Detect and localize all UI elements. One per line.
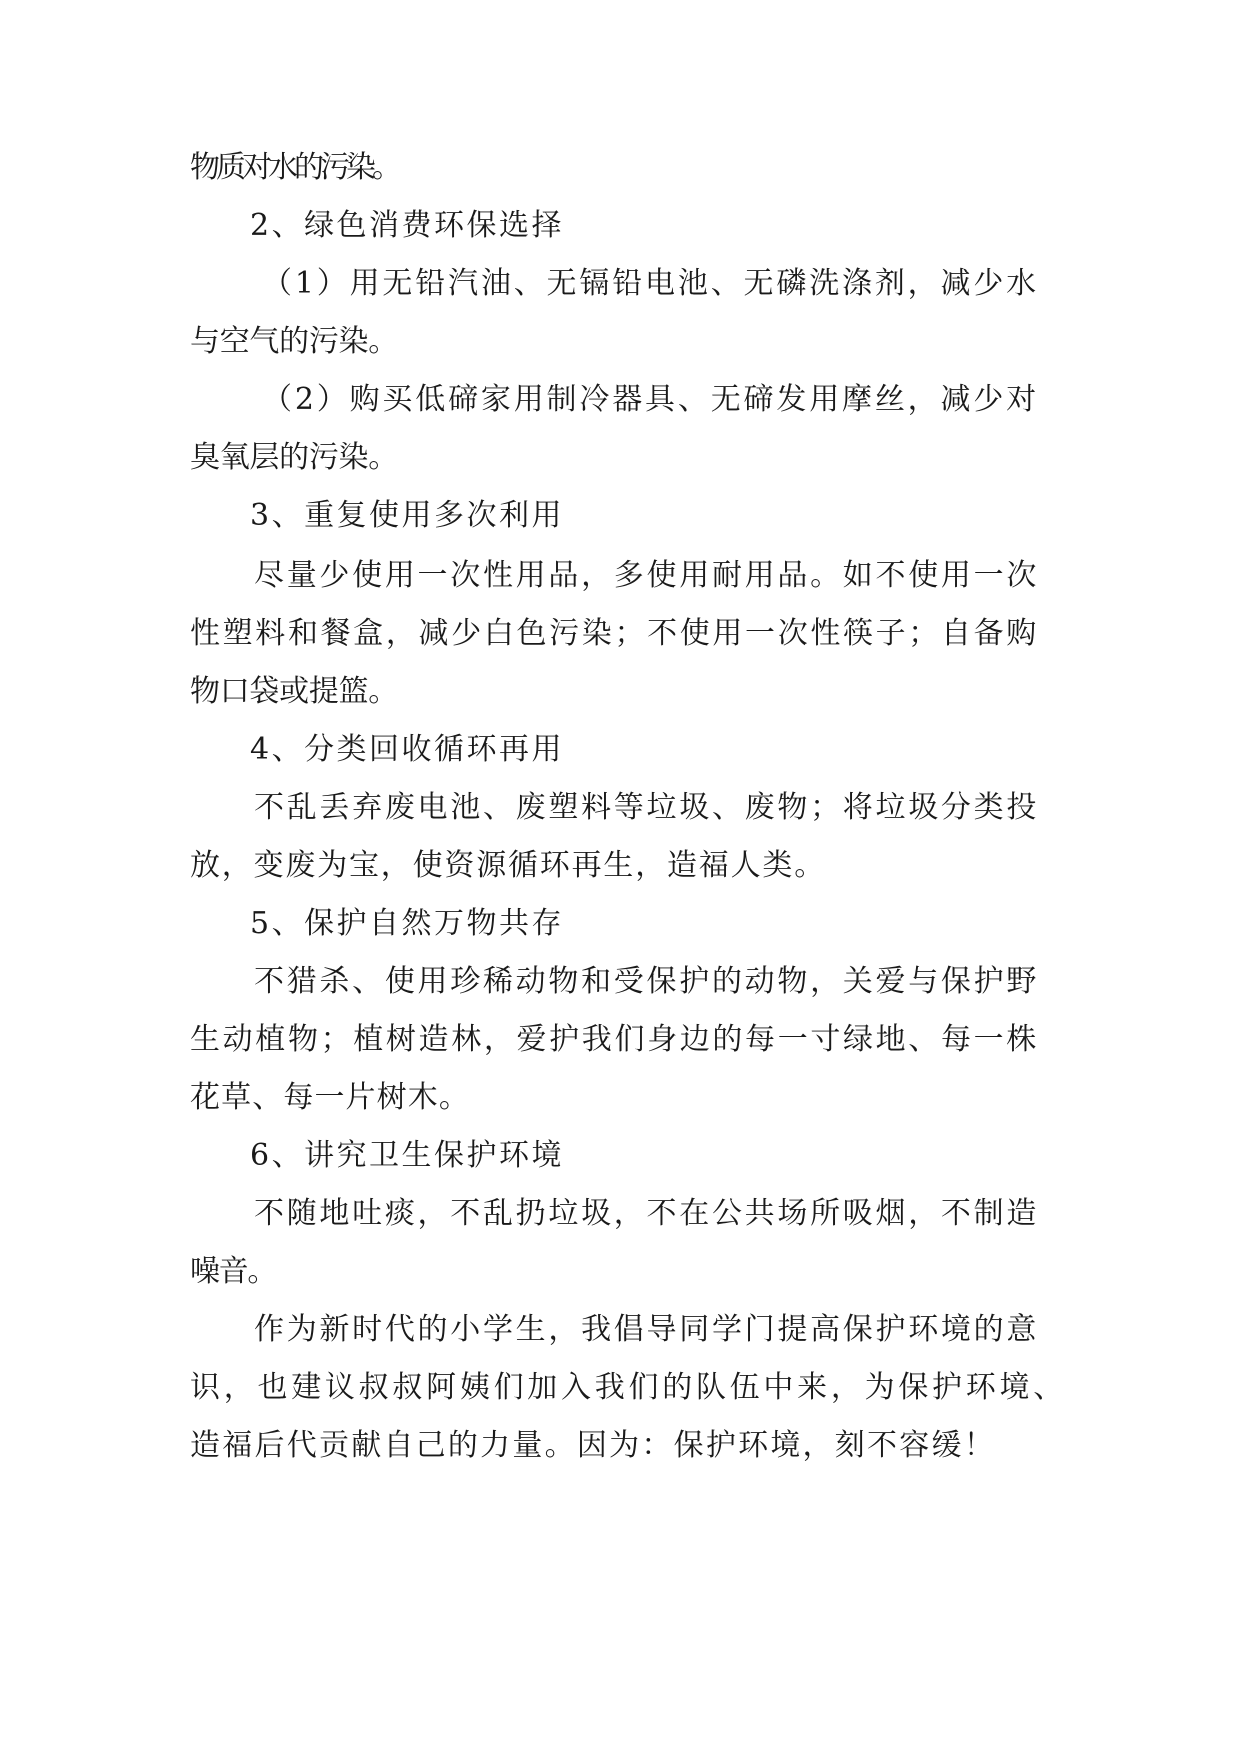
text-line: 生动植物；植树造林，爱护我们身边的每一寸绿地、每一株 <box>190 1022 1039 1057</box>
text-line: 与空气的污染。 <box>190 324 398 359</box>
text-line: 尽量少使用一次性用品，多使用耐用品。如不使用一次 <box>254 558 1040 593</box>
text-line: 臭氧层的污染。 <box>190 440 398 475</box>
section-heading: 2、绿色消费环保选择 <box>250 208 564 243</box>
text-line: 物质对水的污染。 <box>190 150 398 185</box>
text-line: 性塑料和餐盒，减少白色污染；不使用一次性筷子；自备购 <box>190 616 1039 651</box>
text-line: 不猎杀、使用珍稀动物和受保护的动物，关爱与保护野 <box>254 964 1040 999</box>
text-line: （1）用无铅汽油、无镉铅电池、无磷洗涤剂，减少水 <box>262 266 1040 301</box>
text-line: 花草、每一片树木。 <box>190 1080 470 1115</box>
text-line: 作为新时代的小学生，我倡导同学门提高保护环境的意 <box>254 1312 1040 1347</box>
text-line: 噪音。 <box>190 1254 277 1289</box>
text-line: 造福后代贡献自己的力量。因为：保护环境，刻不容缓！ <box>190 1428 996 1463</box>
text-line: （2）购买低碲家用制冷器具、无碲发用摩丝，减少对 <box>262 382 1040 417</box>
text-line: 物口袋或提篮。 <box>190 674 398 709</box>
section-heading: 6、讲究卫生保护环境 <box>250 1138 564 1173</box>
text-line: 识，也建议叔叔阿姨们加入我们的队伍中来，为保护环境、 <box>190 1370 1067 1405</box>
text-line: 放，变废为宝，使资源循环再生，造福人类。 <box>190 848 826 883</box>
section-heading: 5、保护自然万物共存 <box>250 906 564 941</box>
text-line: 不随地吐痰，不乱扔垃圾，不在公共场所吸烟，不制造 <box>254 1196 1040 1231</box>
section-heading: 3、重复使用多次利用 <box>250 498 564 533</box>
section-heading: 4、分类回收循环再用 <box>250 732 564 767</box>
text-line: 不乱丢弃废电池、废塑料等垃圾、废物；将垃圾分类投 <box>254 790 1040 825</box>
